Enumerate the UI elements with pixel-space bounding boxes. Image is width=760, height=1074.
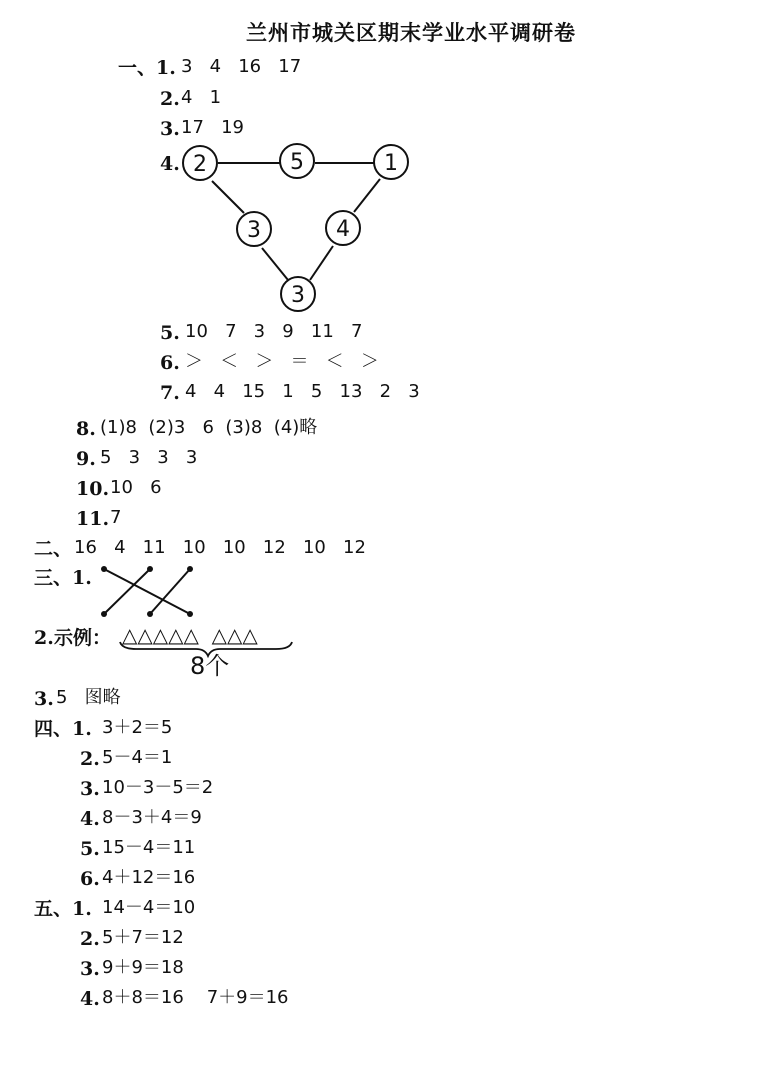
s3-q2-number: 2. (34, 627, 54, 649)
q9-number: 9. (76, 448, 96, 470)
s4-q1-answer: 3＋2＝5 (102, 717, 173, 738)
match-dot (147, 566, 153, 572)
s4-q5-number: 5. (80, 838, 100, 860)
q8-answer: (1)8 (2)3 6 (3)8 (4)略 (100, 417, 318, 438)
s4-q6-number: 6. (80, 868, 100, 890)
q10-number: 10. (76, 478, 110, 500)
q1-answer: 3 4 16 17 (181, 56, 302, 77)
q2-answer: 4 1 (181, 87, 222, 108)
s3-q1-number: 三、1. (34, 567, 92, 589)
q6-answer: ＞ ＜ ＞ ＝ ＜ ＞ (185, 351, 379, 372)
s4-q4-number: 4. (80, 808, 100, 830)
match-dot (101, 566, 107, 572)
match-dot (147, 611, 153, 617)
matching-lines (104, 569, 190, 614)
q2-number: 2. (160, 88, 180, 110)
q7-number: 7. (160, 382, 180, 404)
s4-q5-answer: 15－4＝11 (102, 837, 196, 858)
match-dot (187, 611, 193, 617)
s4-q2-number: 2. (80, 748, 100, 770)
q5-answer: 10 7 3 9 11 7 (185, 321, 363, 342)
q11-answer: 7 (110, 507, 122, 528)
q9-answer: 5 3 3 3 (100, 447, 198, 468)
q3-answer: 17 19 (181, 117, 244, 138)
q6-number: 6. (160, 352, 180, 374)
s5-q2-answer: 5＋7＝12 (102, 927, 184, 948)
s5-q4-number: 4. (80, 988, 100, 1010)
s5-q3-answer: 9＋9＝18 (102, 957, 184, 978)
match-dot (187, 566, 193, 572)
brace-count-label: 8个 (190, 652, 230, 680)
s4-q6-answer: 4＋12＝16 (102, 867, 196, 888)
s3-q3-number: 3. (34, 688, 54, 710)
s4-q4-answer: 8－3＋4＝9 (102, 807, 202, 828)
match-dot (101, 611, 107, 617)
s3-q3-answer: 5 图略 (56, 687, 121, 708)
s5-q2-number: 2. (80, 928, 100, 950)
s4-q1-number: 四、1. (34, 718, 92, 740)
s5-q1-number: 五、1. (34, 898, 92, 920)
s4-q3-answer: 10－3－5＝2 (102, 777, 214, 798)
s2-answer: 16 4 11 10 10 12 10 12 (74, 537, 366, 558)
q3-number: 3. (160, 118, 180, 140)
q4-number: 4. (160, 153, 180, 175)
s4-q3-number: 3. (80, 778, 100, 800)
q5-number: 5. (160, 322, 180, 344)
node-label-2: 5 (290, 150, 304, 175)
q11-number: 11. (76, 508, 110, 530)
s5-q3-number: 3. (80, 958, 100, 980)
node-label-1: 2 (193, 152, 207, 177)
node-label-4: 3 (247, 218, 261, 243)
s5-q1-answer: 14－4＝10 (102, 897, 196, 918)
page-title: 兰州市城关区期末学业水平调研卷 (246, 20, 576, 45)
q7-answer: 4 4 15 1 5 13 2 3 (185, 381, 420, 402)
s3-q2-label: 示例： (54, 627, 112, 649)
triangle-shapes: △△△△△ △△△ (122, 623, 258, 647)
q8-number: 8. (76, 418, 96, 440)
node-label-3: 1 (384, 151, 398, 176)
node-label-6: 3 (291, 283, 305, 308)
node-label-5: 4 (336, 217, 350, 242)
s4-q2-answer: 5－4＝1 (102, 747, 173, 768)
q1-number: 一、1. (118, 57, 176, 79)
q10-answer: 10 6 (110, 477, 162, 498)
s5-q4-answer: 8＋8＝16 7＋9＝16 (102, 987, 289, 1008)
s2-number: 二、 (34, 538, 73, 560)
